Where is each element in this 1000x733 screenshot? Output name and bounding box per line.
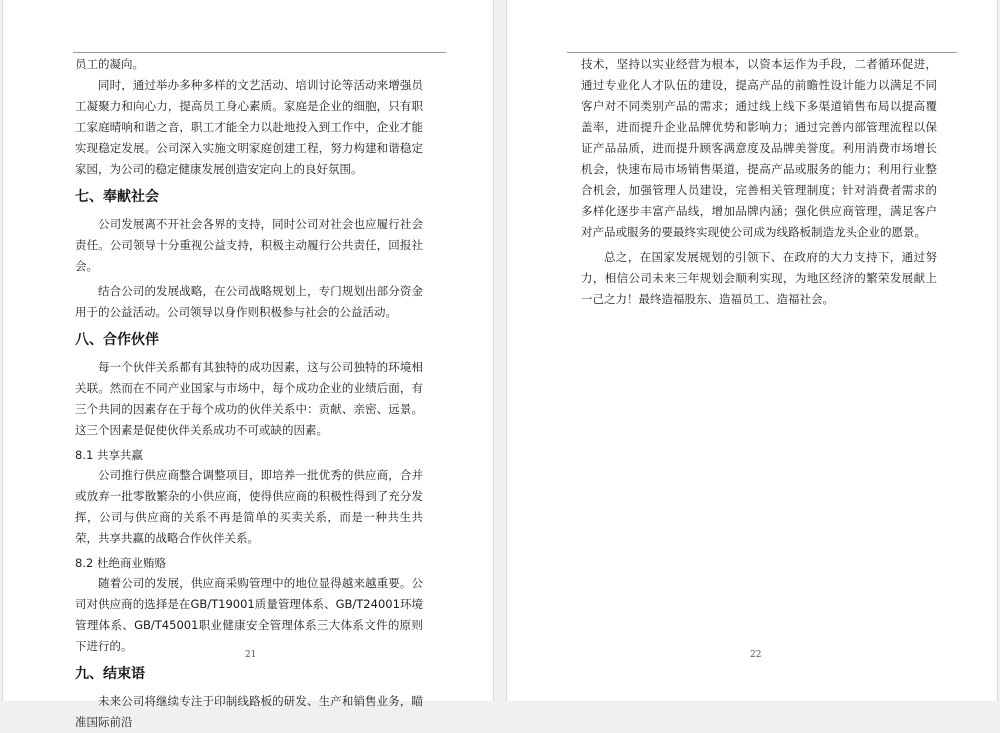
- paragraph: 每一个伙伴关系都有其独特的成功因素，这与公司独特的环境相关联。然而在不同产业国家与市场中，每个成功企业的业绩后面，有三个共同的因素存在于每个成功的伙伴关系中：贡献、亲密、远景。这三个因素是促使伙伴关系成功不可或缺的因素。: [75, 360, 423, 437]
- paragraph: 公司推行供应商整合调整项目，即培养一批优秀的供应商，合并或放弃一批零散繁杂的小供应商，使得供应商的积极性得到了充分发挥，公司与供应商的关系不再是简单的买卖关系，而是一种共生共荣，共享共赢的战略合作伙伴关系。: [75, 468, 423, 545]
- document-page-right: [506, 0, 998, 701]
- paragraph: 结合公司的发展战略，在公司战略规划上，专门规划出部分资金用于的公益活动。公司领导以身作则积极参与社会的公益活动。: [75, 284, 423, 319]
- page-number: 21: [245, 650, 257, 660]
- header-rule: [73, 52, 446, 53]
- header-rule: [567, 52, 957, 53]
- paragraph: 同时，通过举办多种多样的文艺活动、培训讨论等活动来增强员工凝聚力和向心力，提高员工身心素质。家庭是企业的细胞，只有职工家庭晴响和谐之音，职工才能全力以赴地投入到工作中，企业才能实现稳定发展。公司深入实施文明家庭创建工程，努力构建和谐稳定家园，为公司的稳定健康发展创造安定向上的良好氛围。: [75, 78, 423, 176]
- paragraph: 员工的凝向。: [75, 57, 144, 71]
- page-number: 22: [750, 650, 762, 660]
- section-heading: 九、结束语: [75, 666, 145, 682]
- page-body: [581, 54, 937, 310]
- section-heading: 八、合作伙伴: [75, 332, 159, 348]
- paragraph: 随着公司的发展，供应商采购管理中的地位显得越来越重要。公司对供应商的选择是在GB/T19001质量管理体系、GB/T24001环境管理体系、GB/T45001职业健康安全管理体系三大体系文件的原则下进行的。: [75, 576, 423, 653]
- paragraph: 公司发展离不开社会各界的支持，同时公司对社会也应履行社会责任。公司领导十分重视公益支持，积极主动履行公共责任，回报社会。: [75, 217, 423, 273]
- subsection-heading: 8.1 共享共赢: [75, 448, 143, 462]
- document-page-left: [2, 0, 494, 729]
- subsection-heading: 8.2 杜绝商业贿赂: [75, 556, 166, 570]
- paragraph: 未来公司将继续专注于印制线路板的研发、生产和销售业务，瞄准国际前沿: [75, 694, 423, 729]
- paragraph: 总之，在国家发展规划的引领下、在政府的大力支持下，通过努力，相信公司未来三年规划会顺利实现，为地区经济的繁荣发展献上一己之力！最终造福股东、造福员工、造福社会。: [581, 250, 937, 306]
- section-heading: 七、奉献社会: [75, 189, 159, 205]
- page-body: [75, 54, 423, 733]
- paragraph: 技术，坚持以实业经营为根本，以资本运作为手段，二者循环促进，通过专业化人才队伍的建设，提高产品的前瞻性设计能力以满足不同客户对不同类别产品的需求；通过线上线下多渠道销售布局以提高覆盖率，进而提升企业品牌优势和影响力；通过完善内部管理流程以保证产品品质，进而提升顾客满意度及品牌美誉度。利用消费市场增长机会，快速布局市场销售渠道，提高产品或服务的能力；利用行业整合机会，加强管理人员建设，完善相关管理制度；针对消费者需求的多样化逐步丰富产品线，增加品牌内涵；强化供应商管理，满足客户对产品或服务的要最终实现使公司成为线路板制造龙头企业的愿景。: [581, 57, 937, 239]
